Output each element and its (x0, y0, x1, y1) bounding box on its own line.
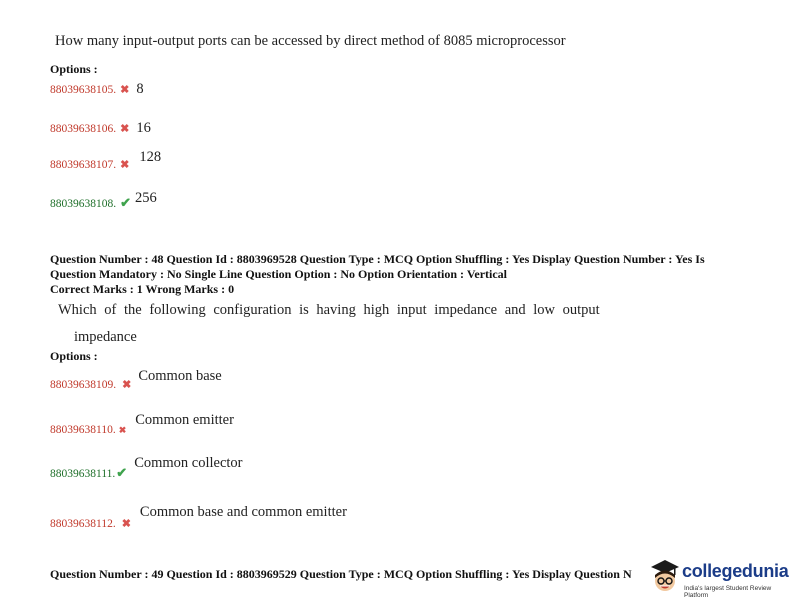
option-row (50, 504, 347, 532)
logo-tagline: India's largest Student Review Platform (684, 585, 772, 599)
option-row (50, 119, 151, 137)
cross-icon: ✖ (122, 379, 132, 391)
tick-icon: ✔ (116, 465, 128, 480)
option-id: 88039638110. (50, 424, 116, 436)
logo-wordmark: collegedunia (682, 561, 789, 581)
cross-icon: ✖ (121, 518, 131, 530)
cross-icon: ✖ (120, 123, 130, 135)
question-meta-line: Question Number : 49 Question Id : 8803969529 Question Type : MCQ Option Shuffling : Yes Display Question N (50, 567, 632, 581)
option-text: 128 (139, 149, 162, 165)
question-meta-line: Question Mandatory : No Single Line Question Option : No Option Orientation : Vertical (50, 267, 508, 281)
cross-icon: ✖ (120, 84, 130, 96)
option-text: 16 (136, 120, 151, 136)
question-text: How many input-output ports can be accessed by direct method of 8085 microprocessor (55, 33, 566, 49)
question-text-continued: impedance (74, 329, 137, 345)
option-text: 256 (135, 190, 157, 206)
question-marks: Correct Marks : 1 Wrong Marks : 0 (50, 282, 235, 296)
option-row (50, 412, 234, 438)
question-text: Which of the following configuration is having high input impedance and low output (58, 302, 600, 318)
graduate-mascot-icon (648, 557, 682, 597)
tick-icon: ✔ (120, 195, 132, 210)
option-row (50, 190, 157, 212)
option-row (50, 149, 162, 173)
option-row (50, 80, 144, 98)
question-meta-line: Question Number : 48 Question Id : 8803969528 Question Type : MCQ Option Shuffling : Yes Display Question Number : Yes Is (50, 252, 705, 266)
option-text: Common base (138, 368, 222, 384)
collegedunia-logo (648, 555, 788, 599)
option-row (50, 455, 243, 482)
option-id: 88039638111. (50, 468, 116, 480)
cross-icon: ✖ (120, 159, 130, 171)
option-id: 88039638106. (50, 123, 117, 135)
options-label: Options : (50, 349, 98, 363)
option-id: 88039638109. (50, 379, 117, 391)
option-text: Common collector (134, 455, 243, 471)
option-id: 88039638105. (50, 84, 117, 96)
option-row (50, 368, 222, 393)
option-id: 88039638112. (50, 518, 116, 530)
option-id: 88039638107. (50, 159, 117, 171)
option-text: Common emitter (135, 412, 234, 428)
cross-icon: ✖ (118, 425, 127, 435)
option-text: Common base and common emitter (139, 504, 347, 520)
option-id: 88039638108. (50, 198, 117, 210)
options-label: Options : (50, 62, 98, 76)
option-text: 8 (136, 81, 144, 97)
